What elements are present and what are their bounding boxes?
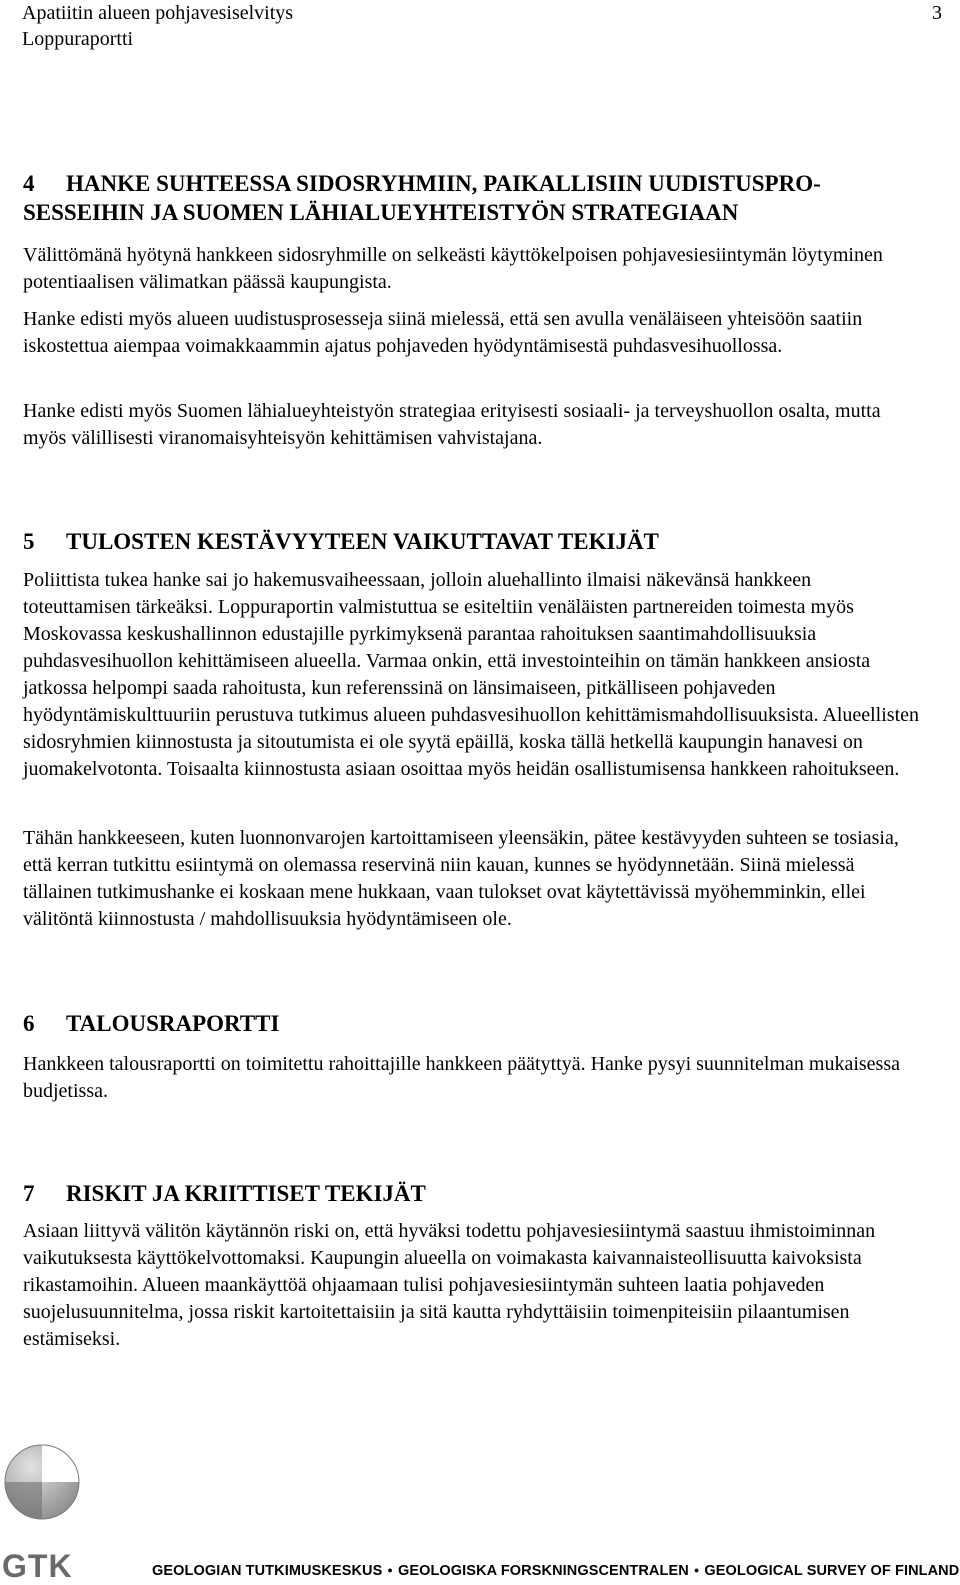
- gtk-logo: [3, 1442, 81, 1551]
- gtk-logo-text: GTK: [2, 1548, 73, 1584]
- paragraph: Hankkeen talousraportti on toimitettu rahoittajille hankkeen päätyttyä. Hanke pysyi suunnitelman mukaisessa budjetissa.: [23, 1053, 901, 1102]
- institution-swedish: GEOLOGISKA FORSKNINGSCENTRALEN: [397, 1563, 689, 1579]
- section-number: 5: [23, 529, 35, 554]
- institution-finnish: GEOLOGIAN TUTKIMUSKESKUS: [152, 1563, 383, 1579]
- paragraph: Välittömänä hyötynä hankkeen sidosryhmille on selkeästi käyttökelpoisen pohjavesiesiintymän löytyminen potentiaalisen välimatkan päässä kaupungista.: [23, 244, 883, 293]
- section-6-heading: [23, 1009, 923, 1039]
- section-number: 4: [23, 171, 35, 196]
- section-4-heading-cont: [23, 198, 923, 228]
- section-heading-line-2: SESSEIHIN JA SUOMEN LÄHIALUEYHTEISTYÖN STRATEGIAAN: [23, 200, 739, 225]
- institution-english: GEOLOGICAL SURVEY OF FINLAND: [704, 1563, 960, 1579]
- section-heading: RISKIT JA KRIITTISET TEKIJÄT: [66, 1181, 426, 1206]
- section-heading: TALOUSRAPORTTI: [66, 1011, 280, 1036]
- paragraph: Asiaan liittyvä välitön käytännön riski on, että hyväksi todettu pohjavesiesiintymä saastuu ihmistoiminnan vaikutuksesta käyttökelvottomaksi. Kaupungin alueella on voimakasta kaivannaisteollisuutta kaivoksista rikastamoihin. Alueen maankäyttöä ohjaamaan tulisi pohjavesiesiintymän suhteen laatia pohjaveden suojelusuunnitelma, jossa riskit kartoitettaisiin ja sitä kautta ryhdyttäisiin toimenpiteisiin pilaantumisen estämiseksi.: [23, 1220, 876, 1350]
- document-subtitle: Loppuraportti: [22, 28, 134, 50]
- page-number: 3: [932, 2, 942, 24]
- section-5-heading: [23, 527, 923, 557]
- separator-dot: ●: [693, 1565, 700, 1575]
- globe-icon: [3, 1442, 81, 1546]
- document-title: Apatiitin alueen pohjavesiselvitys: [22, 2, 294, 24]
- section-number: 7: [23, 1181, 35, 1206]
- section-number: 6: [23, 1011, 35, 1036]
- separator-dot: ●: [387, 1565, 393, 1575]
- paragraph: Tähän hankkeeseen, kuten luonnonvarojen kartoittamiseen yleensäkin, pätee kestävyyden suhteen se tosiasia, että kerran tutkittu esiintymä on olemassa reservinä niin kauan, kunnes se hyödynnetään. Siinä mielessä tällainen tutkimushanke ei koskaan mene hukkaan, vaan tulokset ovat käytettävissä myöhemminkin, ellei välitöntä kiinnostusta / mahdollisuuksia hyödyntämiseen ole.: [23, 827, 899, 930]
- institution-names: [152, 1563, 959, 1579]
- section-heading-line-1: HANKE SUHTEESSA SIDOSRYHMIIN, PAIKALLISIIN UUDISTUSPRO-: [66, 171, 821, 196]
- paragraph: Hanke edisti myös alueen uudistusprosesseja siinä mielessä, että sen avulla venäläiseen yhteisöön saatiin iskostettua aiempaa voimakkaammin ajatus pohjaveden hyödyntämisestä puhdasvesihuollossa.: [23, 308, 863, 357]
- paragraph: Hanke edisti myös Suomen lähialueyhteistyön strategiaa erityisesti sosiaali- ja terveyshuollon osalta, mutta myös välillisesti viranomaisyhteisyön kehittämisen vahvistajana.: [23, 400, 881, 449]
- section-7-heading: [23, 1179, 923, 1209]
- section-heading: TULOSTEN KESTÄVYYTEEN VAIKUTTAVAT TEKIJÄT: [66, 529, 659, 554]
- section-4-heading: [23, 169, 923, 199]
- page-footer: [0, 1440, 960, 1583]
- page-header: [22, 0, 942, 52]
- paragraph: Poliittista tukea hanke sai jo hakemusvaiheessaan, jolloin aluehallinto ilmaisi näkevänsä hankkeen toteuttamisen tärkeäksi. Loppuraportin valmistuttua se esiteltiin venäläisten partnereiden toimesta myös Moskovassa keskushallinnon edustajille pyrkimyksenä parantaa rahoituksen saantimahdollisuuksia puhdasvesihuollon kehittämiseen alueella. Varmaa onkin, että investointeihin on tämän hankkeen ansiosta jatkossa helpompi saada rahoitusta, kun referenssinä on länsimaiseen, pitkälliseen pohjaveden hyödyntämiskulttuuriin perustuva tutkimus alueen puhdasvesihuollon kehittämismahdollisuuksista. Alueellisten sidosryhmien kiinnostusta ja sitoutumista ei ole syytä epäillä, koska tällä hetkellä kaupungin hanavesi on juomakelvotonta. Toisaalta kiinnostusta asiaan osoittaa myös heidän osallistumisensa hankkeen rahoitukseen.: [23, 569, 920, 780]
